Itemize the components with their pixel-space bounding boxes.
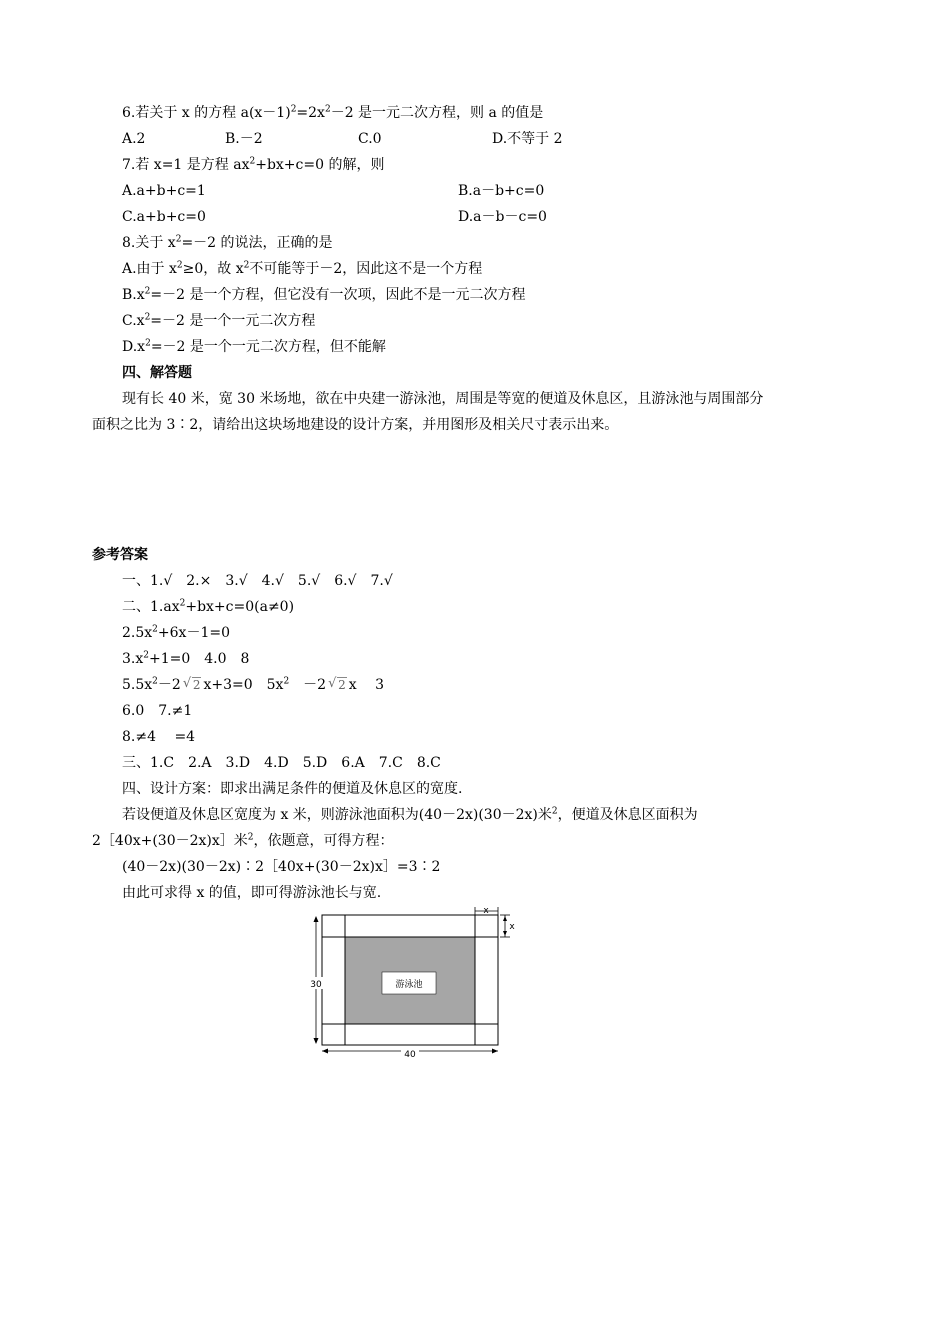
arrow-head (314, 916, 319, 922)
x-top-label: x (483, 906, 489, 916)
arrow-head (503, 916, 507, 921)
q6-option-d: D.不等于 2 (492, 131, 563, 147)
answer-line-1: 一、1.√ 2.× 3.√ 4.√ 5.√ 6.√ 7.√ (122, 573, 393, 589)
section4-title: 四、解答题 (122, 365, 192, 381)
answer-line-9: 四、设计方案：即求出满足条件的便道及休息区的宽度. (122, 781, 463, 797)
answer-line-13: 由此可求得 x 的值，即可得游泳池长与宽. (122, 885, 382, 901)
arrow-head (503, 931, 507, 936)
answer-line-12: (40－2x)(30－2x)∶2［40x+(30－2x)x］=3∶2 (122, 859, 441, 875)
pool-diagram (300, 905, 520, 1065)
problem-line-2: 面积之比为 3∶2，请给出这块场地建设的设计方案，并用图形及相关尺寸表示出来。 (92, 417, 619, 433)
sqrt-symbol: √ 2 (328, 676, 347, 694)
answer-line-8: 三、1.C 2.A 3.D 4.D 5.D 6.A 7.C 8.C (122, 755, 441, 771)
answer-line-2: 二、$1.ax^2+bx+c=0(a\ne 0)$ (122, 598, 295, 615)
q8-option-a: A.由于 $x^2\ge 0$，故 $x^2$不可能等于－2，因此这不是一个方程 (122, 260, 483, 277)
answer-line-10: 若设便道及休息区宽度为 x 米，则游泳池面积为(40－2x)(30－2x)米$^2$，便道及休息区面积为 (122, 806, 698, 823)
q7-option-a: A.a+b+c=1 (122, 183, 206, 199)
answer-line-6: 6.0 7.≠1 (122, 703, 193, 719)
x-right-label: x (509, 922, 515, 932)
q6-option-b: B.－2 (225, 131, 263, 147)
answer-line-7: 8.≠4 =4 (122, 729, 196, 745)
problem-line-1: 现有长 40 米，宽 30 米场地，欲在中央建一游泳池，周围是等宽的便道及休息区，且游泳池与周围部分 (122, 391, 764, 407)
q8-option-b: $B.x^2=-2$ 是一个方程，但它没有一次项，因此不是一元二次方程 (122, 286, 526, 303)
width-label: 40 (404, 1050, 416, 1060)
sqrt-symbol: √ 2 (183, 676, 202, 694)
q6-stem: 6.若关于 x 的方程 $a(x-1)^2=2x^2-2$ 是一元二次方程，则 a 的值是 (122, 104, 544, 121)
q7-option-d: D.a－b－c=0 (458, 209, 547, 225)
arrow-head (492, 1049, 498, 1054)
q7-stem: 7.若 x=1 是方程 $ax^2+bx+c=0$ 的解，则 (122, 156, 385, 173)
q6-option-a: A.2 (122, 131, 146, 147)
answer-line-3: $2.5x^2+6x-1=0$ (122, 624, 230, 641)
answer-line-11: 2［40x+(30－2x)x］米$^2$，依题意，可得方程： (92, 832, 394, 849)
q7-option-c: C.a+b+c=0 (122, 209, 206, 225)
q8-option-d: $D.x^2=-2$ 是一个一元二次方程，但不能解 (122, 338, 386, 355)
q8-stem: 8.关于 $x^2=-2$ 的说法，正确的是 (122, 234, 333, 251)
answer-line-4: $3.x^2+1=0$ 4.0 8 (122, 650, 250, 667)
answers-title: 参考答案 (92, 547, 148, 563)
arrow-head (314, 1038, 319, 1044)
arrow-head (322, 1049, 328, 1054)
q6-option-c: C.0 (358, 131, 382, 147)
q7-option-b: B.a－b+c=0 (458, 183, 545, 199)
height-label: 30 (310, 980, 322, 990)
q8-option-c: $C.x^2=-2$ 是一个一元二次方程 (122, 312, 316, 329)
answer-line-5: $5.5x^2-2√$ 2 x+3=0 $5x^2$ －2√ 2 x 3 (122, 676, 384, 694)
pool-label: 游泳池 (395, 980, 423, 990)
